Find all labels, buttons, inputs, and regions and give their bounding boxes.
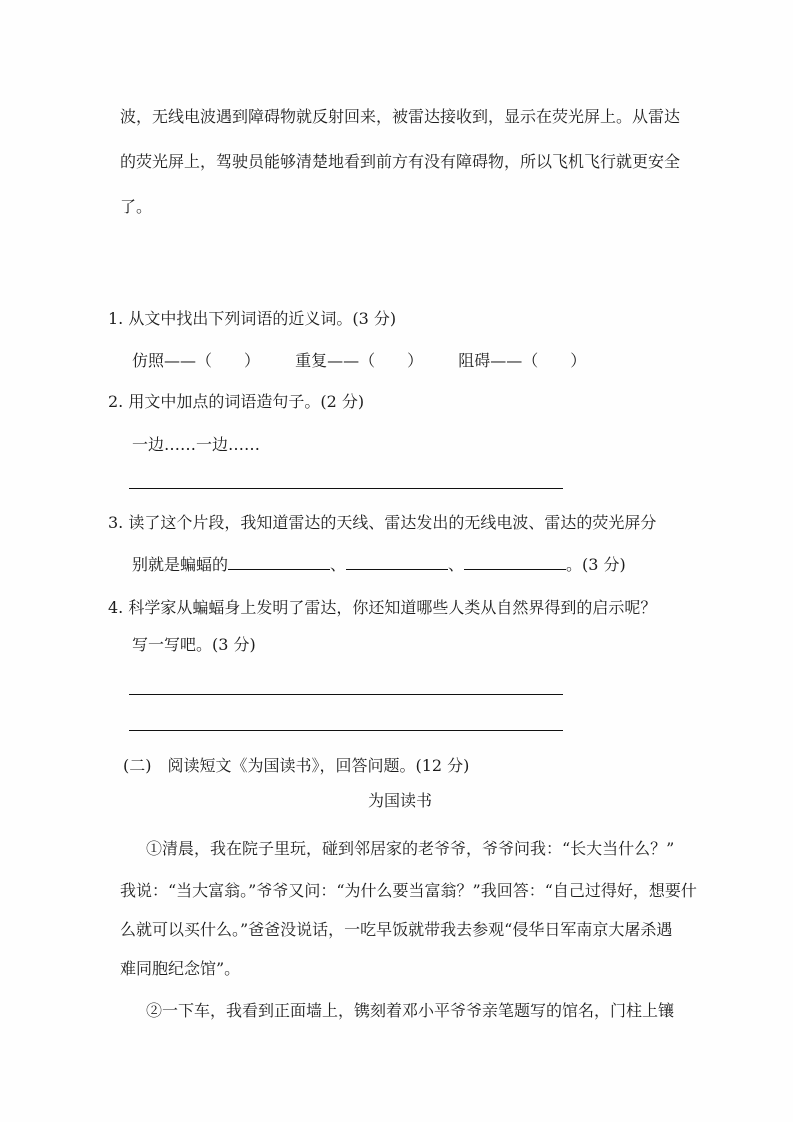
question-1-synonym-row xyxy=(132,350,586,371)
intro-paragraph-line: 的荧光屏上，驾驶员能够清楚地看到前方有没有障碍物，所以飞机飞行就更安全 xyxy=(120,152,681,171)
question-1: 1. 从文中找出下列词语的近义词。(3 分) xyxy=(108,309,397,328)
question-4-line-2: 写一写吧。(3 分) xyxy=(132,635,256,654)
question-3-line-2-suffix: 。(3 分) xyxy=(566,555,626,574)
section-2-header: (二) 阅读短文《为国读书》，回答问题。(12 分) xyxy=(123,756,470,775)
passage-title: 为国读书 xyxy=(367,791,432,810)
synonym-item-fangzhao: 仿照——（ ） xyxy=(132,351,261,370)
question-4-line-1: 4. 科学家从蝙蝠身上发明了雷达，你还知道哪些人类从自然界得到的启示呢？ xyxy=(108,598,657,617)
intro-paragraph-line: 波，无线电波遇到障碍物就反射回来，被雷达接收到，显示在荧光屏上。从雷达 xyxy=(120,107,681,126)
answer-line xyxy=(129,730,563,731)
fill-blank xyxy=(228,554,330,570)
intro-paragraph-line: 了。 xyxy=(120,197,153,216)
enumeration-comma: 、 xyxy=(448,555,465,574)
passage-line: ①清晨，我在院子里玩，碰到邻居家的老爷爷，爷爷问我：“长大当什么？” xyxy=(146,839,675,858)
question-2-prompt: 一边……一边…… xyxy=(132,435,261,454)
answer-line xyxy=(129,694,563,695)
question-3-line-2-prefix: 别就是蝙蝠的 xyxy=(132,555,229,574)
answer-line xyxy=(129,488,563,489)
question-3-line-1: 3. 读了这个片段，我知道雷达的天线、雷达发出的无线电波、雷达的荧光屏分 xyxy=(108,513,657,532)
fill-blank xyxy=(464,554,566,570)
passage-line: ②一下车，我看到正面墙上，镌刻着邓小平爷爷亲笔题写的馆名，门柱上镶 xyxy=(146,1001,675,1020)
passage-line: 难同胞纪念馆”。 xyxy=(120,959,241,978)
fill-blank xyxy=(346,554,448,570)
synonym-item-zuai: 阻碍——（ ） xyxy=(458,351,587,370)
enumeration-comma: 、 xyxy=(330,555,347,574)
question-2: 2. 用文中加点的词语造句子。(2 分) xyxy=(108,392,365,411)
passage-line: 我说：“当大富翁。”爷爷又问：“为什么要当富翁？”我回答：“自己过得好，想要什 xyxy=(120,881,697,900)
question-3-line-2 xyxy=(132,554,626,575)
synonym-item-chongfu: 重复——（ ） xyxy=(295,351,424,370)
passage-line: 么就可以买什么。”爸爸没说话，一吃早饭就带我去参观“侵华日军南京大屠杀遇 xyxy=(120,920,673,939)
